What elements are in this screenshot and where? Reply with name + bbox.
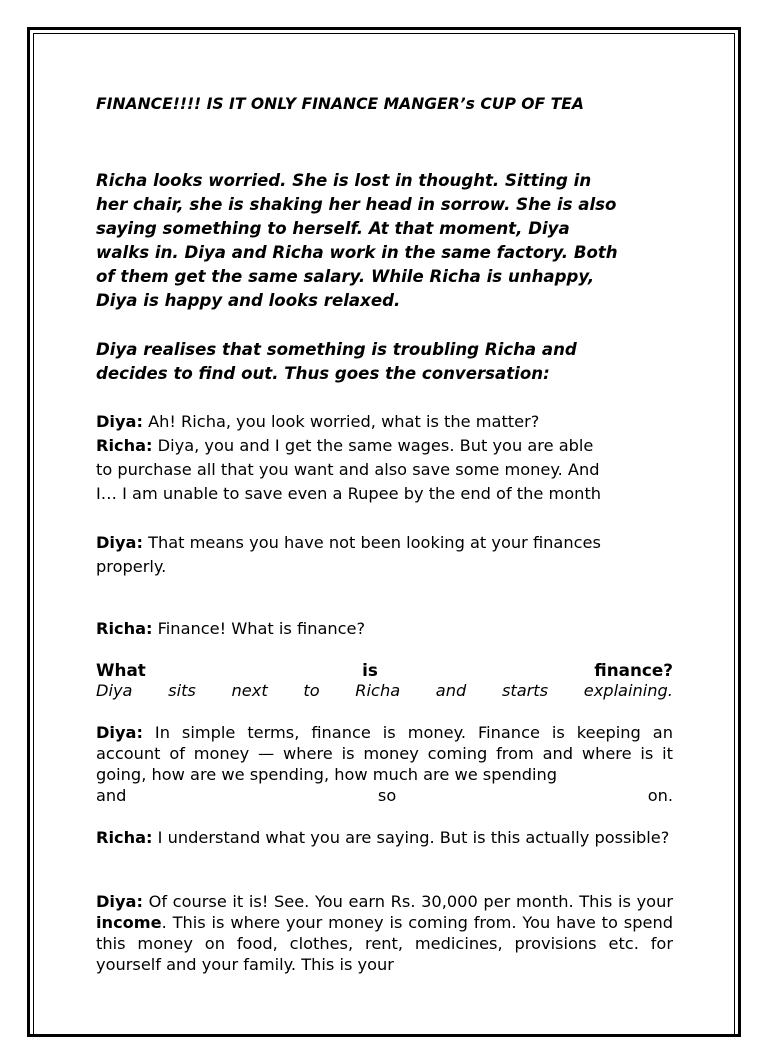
dialogue-diya-4 xyxy=(96,891,673,975)
intro-line: Richa looks worried. She is lost in thought. Sitting in xyxy=(96,171,592,190)
dialogue-richa-2 xyxy=(96,617,673,641)
narration-line: Diya sits next to Richa and starts explaining. xyxy=(96,681,673,700)
intro-line: walks in. Diya and Richa work in the same factory. Both xyxy=(96,243,618,262)
speaker-richa: Richa: xyxy=(96,436,153,455)
dialogue-text: Finance! What is finance? xyxy=(152,619,366,638)
dialogue-text: That means you have not been looking at your finances xyxy=(142,533,601,552)
dialogue-text: Ah! Richa, you look worried, what is the matter? xyxy=(142,412,540,431)
dialogue-diya-2 xyxy=(96,531,673,579)
justified-last-line: and so on. xyxy=(96,786,673,805)
speaker-richa: Richa: xyxy=(96,619,153,638)
dialogue-diya-3 xyxy=(96,722,673,806)
dialogue-text: Of course it is! See. You earn Rs. 30,000 per month. This is your xyxy=(142,892,673,911)
dialogue-text: . This is where your money is coming from. You have to spend this money on food, clothes, rent, medicines, provisions etc. for yourself and your family. This is your xyxy=(96,913,673,974)
dialogue-text: I… I am unable to save even a Rupee by the end of the month xyxy=(96,484,602,503)
intro-line: Diya is happy and looks relaxed. xyxy=(96,291,401,310)
dialogue-text: I understand what you are saying. But is this actually possible? xyxy=(152,828,670,847)
speaker-richa: Richa: xyxy=(96,828,153,847)
dialogue-richa-1 xyxy=(96,434,673,506)
speaker-diya: Diya: xyxy=(96,892,143,911)
section-heading: What is finance? xyxy=(96,660,673,680)
intro-line: her chair, she is shaking her head in sorrow. She is also xyxy=(96,195,617,214)
document-title: FINANCE!!!! IS IT ONLY FINANCE MANGER’s CUP OF TEA xyxy=(96,95,584,113)
speaker-diya: Diya: xyxy=(96,533,143,552)
intro-paragraph xyxy=(96,169,673,313)
speaker-diya: Diya: xyxy=(96,412,143,431)
intro-line: of them get the same salary. While Richa is unhappy, xyxy=(96,267,595,286)
speaker-diya: Diya: xyxy=(96,723,143,742)
intro-paragraph-2 xyxy=(96,338,673,386)
dialogue-text: Diya, you and I get the same wages. But you are able xyxy=(152,436,594,455)
dialogue-text: to purchase all that you want and also save some money. And xyxy=(96,460,600,479)
dialogue-diya-1 xyxy=(96,410,673,434)
dialogue-richa-3 xyxy=(96,827,673,848)
intro2-line: decides to find out. Thus goes the conversation: xyxy=(96,364,550,383)
intro2-line: Diya realises that something is troubling Richa and xyxy=(96,340,577,359)
dialogue-text: In simple terms, finance is money. Finance is keeping an account of money — where is money coming from and where is it going, how are we spending, how much are we spending xyxy=(96,723,673,784)
keyword-income: income xyxy=(96,913,162,932)
dialogue-text: properly. xyxy=(96,557,167,576)
intro-line: saying something to herself. At that moment, Diya xyxy=(96,219,570,238)
